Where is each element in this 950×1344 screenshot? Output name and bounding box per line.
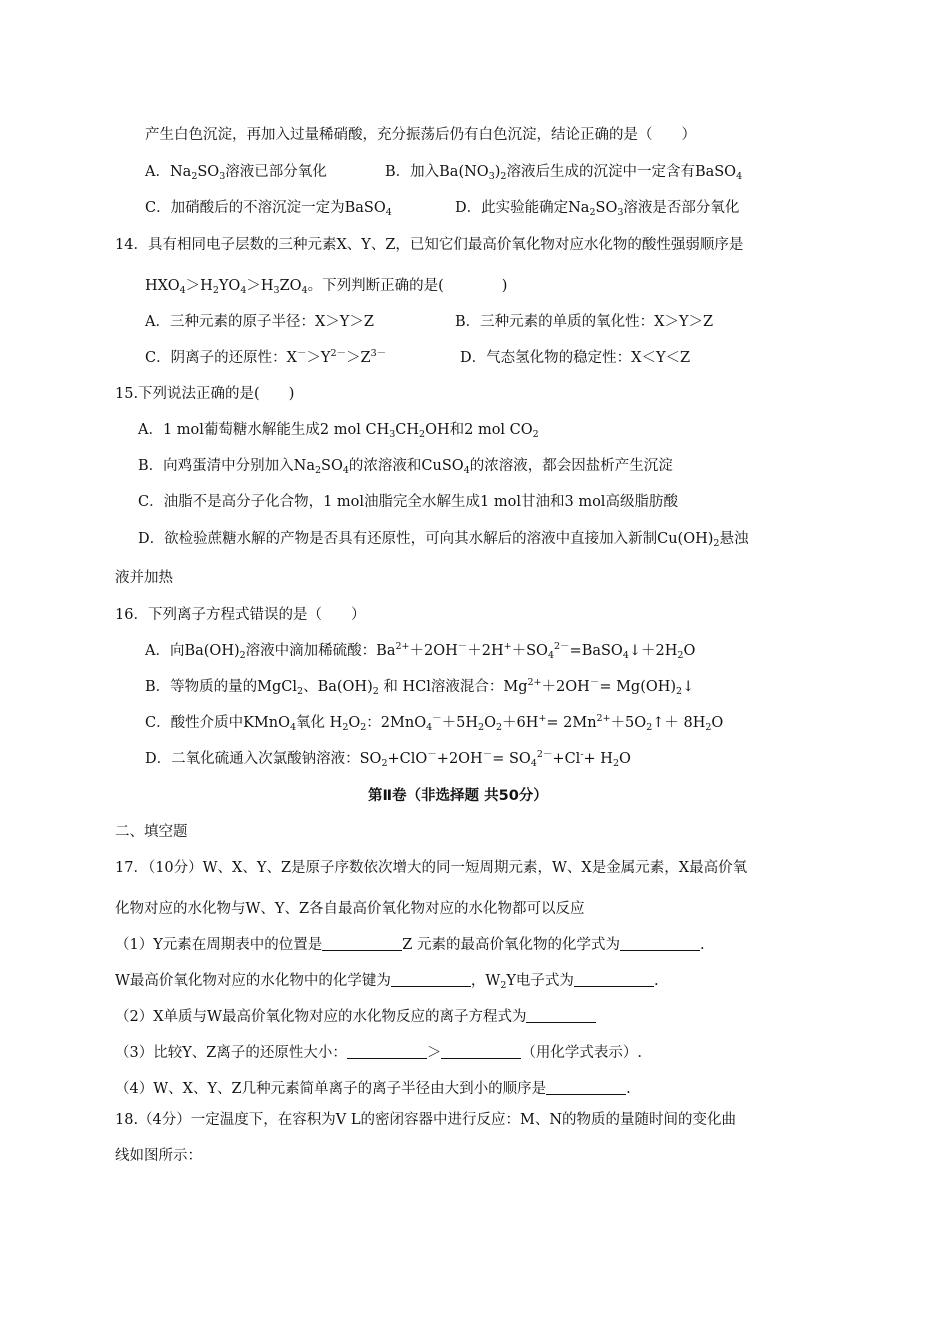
q16-option-c: C．酸性介质中KMnO$_4$氧化 $H_2O_2$：$2MnO_4^-+5H_2O_2+6H^+=$ $2Mn^{2+}+5O_2↑+ 8H_2O$ [145,713,724,733]
q17-stem: 17．（10分）W、X、Y、Z是原子序数依次增大的同一短周期元素，W、X是金属元素，X最高价氧 [115,860,748,876]
q15-option-a: A．1 mol葡萄糖水解能生成2 mol $CH_3CH_2OH$和2 mol $CO_2$ [138,422,539,440]
q17-part1-line2: W最高价氧化物对应的水化物中的化学键为 ，$W_2Y$电子式为 . [115,973,659,991]
answer-blank[interactable] [546,1080,626,1095]
answer-blank[interactable] [441,1044,521,1059]
q17-stem-line2: 化物对应的水化物与W、Y、Z各自最高价氧化物对应的水化物都可以反应 [115,901,585,917]
q15-stem: 15.下列说法正确的是( ) [115,386,295,402]
q13-option-c: C．加硝酸后的不溶沉淀一定为BaSO$_4$ [145,200,392,218]
answer-blank[interactable] [526,1008,596,1023]
q16-option-d: D．二氧化硫通入次氯酸钠溶液：$SO_2+ClO^-+2OH^-= SO_4^{2-}+Cl^-+ H_2O$ [145,749,631,769]
q14-option-c: C．阴离子的还原性：$X^->Y^{2-}>Z^{3-}$ [145,348,387,366]
section-heading: 二、填空题 [115,824,188,840]
q18-stem: 18.（4分）一定温度下，在容积为V L的密闭容器中进行反应：M、N的物质的量随时间的变化曲 [115,1112,737,1128]
answer-blank[interactable] [347,1044,427,1059]
q16-option-a: A．向$Ba(OH)_2$溶液中滴加稀硫酸：$Ba^{2+}+2OH^-+2H^++SO_4^{2-}=BaSO_4↓+2H_2O$ [145,641,696,661]
q15-option-c: C．油脂不是高分子化合物，1 mol油脂完全水解生成1 mol甘油和3 mol高级脂肪酸 [138,494,678,510]
q13-stem-cont: 产生白色沉淀，再加入过量稀硝酸，充分振荡后仍有白色沉淀，结论正确的是（ ） [145,127,696,143]
section-title: 第Ⅱ卷（非选择题 共50分） [368,788,548,804]
q13-option-b: B．加入$Ba(NO_3)_2$溶液后生成的沉淀中一定含有BaSO$_4$ [385,164,743,182]
q14-stem-line2: $HXO_4>H_2YO_4>H_3ZO_4$。下列判断正确的是( ) [145,278,508,296]
q15-option-d-cont: 液并加热 [115,570,173,586]
q16-option-b: B．等物质的量的MgCl$_2$、$Ba(OH)_2$ 和 HCl溶液混合：$Mg^{2+}+2OH^-=$ $Mg(OH)_2↓$ [145,677,695,697]
q14-stem: 14．具有相同电子层数的三种元素X、Y、Z，已知它们最高价氧化物对应水化物的酸性强弱顺序是 [115,237,744,253]
q17-part1: （1）Y元素在周期表中的位置是 Z 元素的最高价氧化物的化学式为 . [115,937,705,953]
q13-option-a: A．$Na_2SO_3$溶液已部分氧化 [145,164,327,182]
q18-stem-line2: 线如图所示： [115,1148,202,1164]
q14-option-b: B．三种元素的单质的氧化性：X＞Y＞Z [455,314,714,330]
q17-part4: （4）W、X、Y、Z几种元素简单离子的离子半径由大到小的顺序是 . [115,1081,631,1097]
q17-part3: （3）比较Y、Z离子的还原性大小： ＞ （用化学式表示）. [115,1045,642,1061]
q13-option-d: D．此实验能确定$Na_2SO_3$溶液是否部分氧化 [455,200,740,218]
answer-blank[interactable] [322,936,402,951]
q16-stem: 16．下列离子方程式错误的是（ ） [115,607,366,623]
q17-part2: （2）X单质与W最高价氧化物对应的水化物反应的离子方程式为 [115,1007,596,1027]
q15-option-d: D．欲检验蔗糖水解的产物是否具有还原性，可向其水解后的溶液中直接加入新制$Cu(OH)_2$悬浊 [138,531,749,549]
answer-blank[interactable] [620,936,700,951]
q14-option-d: D．气态氢化物的稳定性：X＜Y＜Z [460,350,691,366]
answer-blank[interactable] [574,972,654,987]
answer-blank[interactable] [391,972,471,987]
q14-option-a: A．三种元素的原子半径：X＞Y＞Z [145,314,374,330]
q15-option-b: B．向鸡蛋清中分别加入$Na_2SO_4$的浓溶液和CuSO$_4$的浓溶液，都会因盐析产生沉淀 [138,458,673,476]
